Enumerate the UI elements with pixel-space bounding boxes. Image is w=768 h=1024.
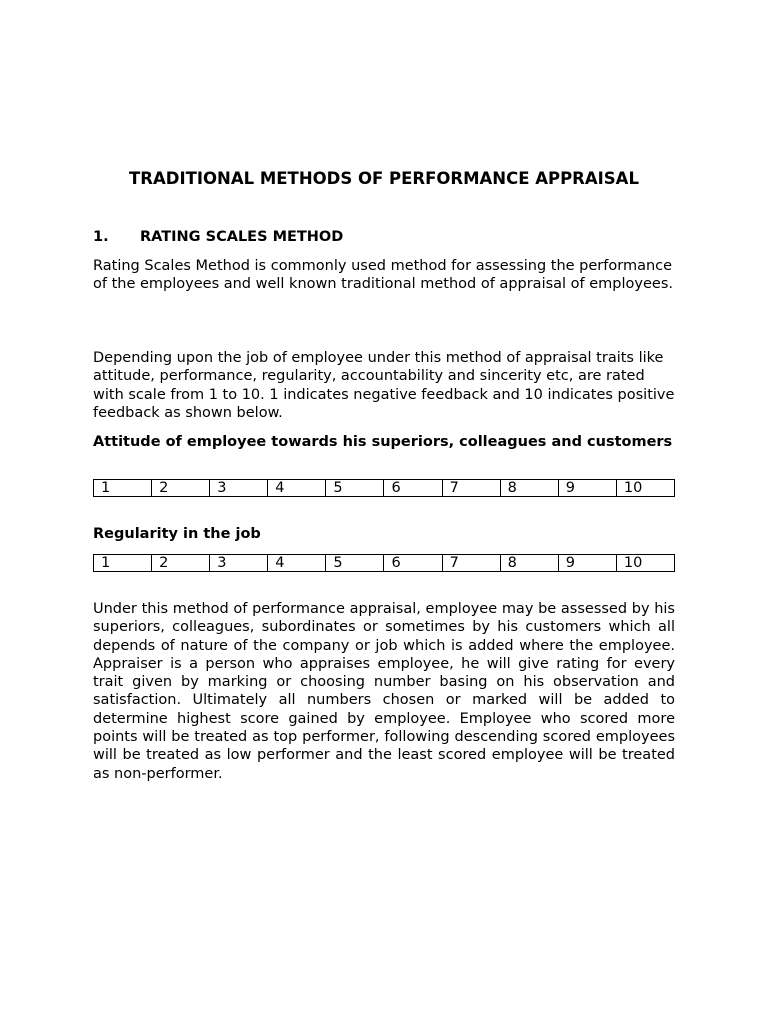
scale-cell: 3	[210, 555, 268, 572]
scale-cell: 5	[326, 555, 384, 572]
rating-scale-attitude	[93, 479, 675, 497]
scale-cell: 6	[384, 480, 442, 497]
scale-cell: 2	[152, 480, 210, 497]
scale-cell: 8	[500, 555, 558, 572]
scale-cell: 5	[326, 480, 384, 497]
trait-heading-attitude: Attitude of employee towards his superiors, colleagues and customers	[93, 434, 673, 450]
scale-cell: 4	[268, 555, 326, 572]
scale-cell: 9	[558, 555, 616, 572]
paragraph-scale-description: Depending upon the job of employee under this method of appraisal traits like attitude, performance, regularity, accountability and sincerity etc, are rated with scale from 1 to 10. 1 indicates negative feedback and 10 indicates positive feedback as shown below.	[93, 350, 675, 421]
scale-cell: 10	[616, 480, 674, 497]
paragraph-assessment: Under this method of performance appraisal, employee may be assessed by his superiors, colleagues, subordinates or sometimes by his customers which all depends of nature of the company or job which is added where the employee. Appraiser is a person who appraises employee, he will give rating for every trait given by marking or choosing number basing on his observation and satisfaction. Ultimately all numbers chosen or marked will be added to determine highest score gained by employee. Employee who scored more points will be treated as top performer, following descending scored employees will be treated as low performer and the least scored employee will be treated as non-performer.	[93, 601, 675, 782]
scale-cell: 8	[500, 480, 558, 497]
scale-cell: 6	[384, 555, 442, 572]
rating-scale-regularity	[93, 554, 675, 572]
paragraph-intro: Rating Scales Method is commonly used method for assessing the performance of the employees and well known traditional method of appraisal of employees.	[93, 258, 673, 293]
table-row	[94, 555, 675, 572]
scale-cell: 3	[210, 480, 268, 497]
document-title: TRADITIONAL METHODS OF PERFORMANCE APPRAISAL	[129, 169, 639, 188]
scale-cell: 10	[616, 555, 674, 572]
trait-heading-regularity: Regularity in the job	[93, 526, 261, 542]
scale-cell: 7	[442, 555, 500, 572]
section-heading-text: RATING SCALES METHOD	[140, 229, 344, 245]
table-row	[94, 480, 675, 497]
scale-cell: 4	[268, 480, 326, 497]
scale-cell: 1	[94, 480, 152, 497]
scale-cell: 9	[558, 480, 616, 497]
section-heading	[93, 228, 343, 246]
section-number: 1.	[93, 229, 109, 245]
scale-cell: 1	[94, 555, 152, 572]
scale-cell: 2	[152, 555, 210, 572]
scale-cell: 7	[442, 480, 500, 497]
